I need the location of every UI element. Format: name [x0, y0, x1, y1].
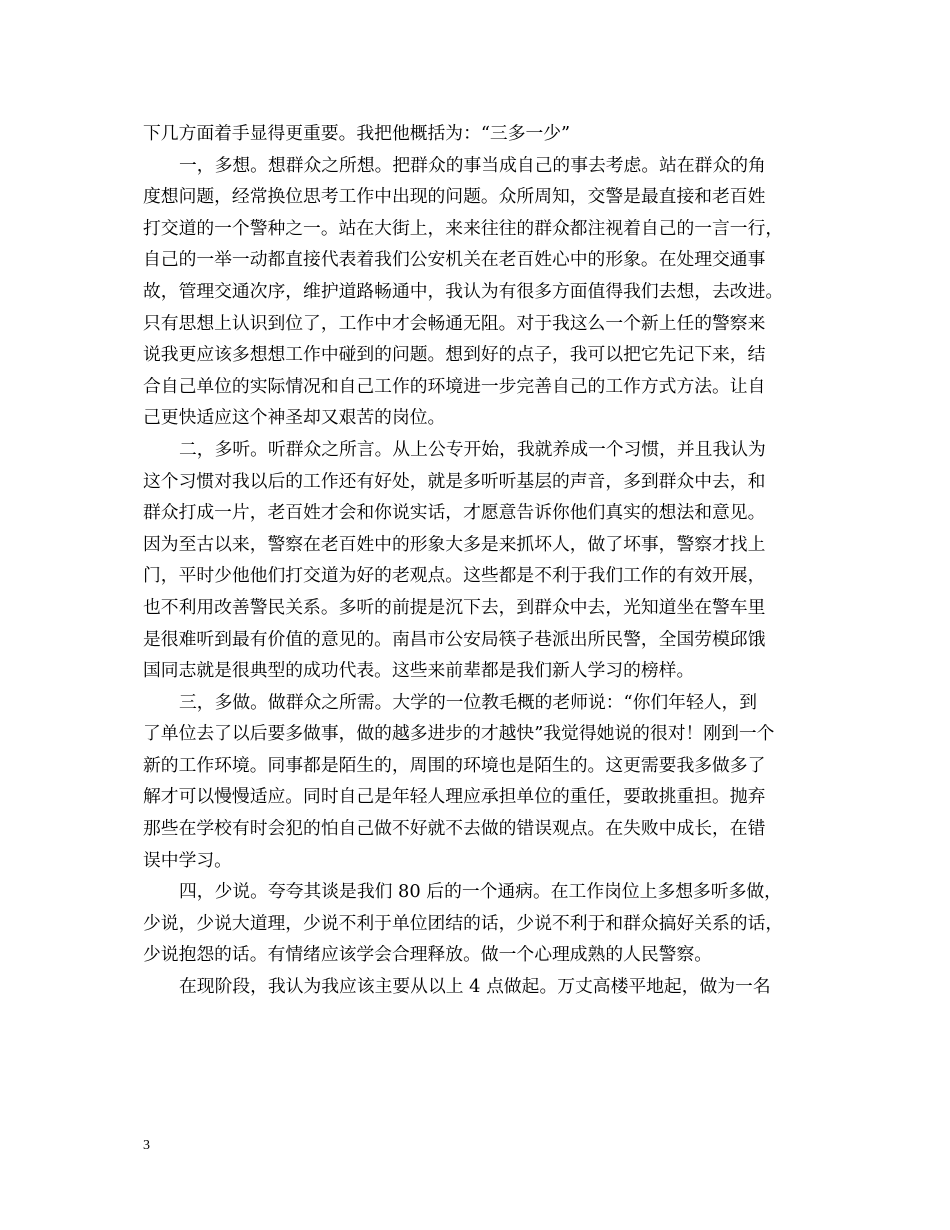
text-line: 群众打成一片，老百姓才会和你说实话，才愿意告诉你他们真实的想法和意见。 [143, 502, 766, 524]
text-line: 少说抱怨的话。有情绪应该学会合理释放。做一个心理成熟的人民警察。 [143, 944, 713, 966]
text-line: 这个习惯对我以后的工作还有好处，就是多听听基层的声音，多到群众中去，和 [143, 470, 766, 492]
text-line: 那些在学校有时会犯的怕自己做不好就不去做的错误观点。在失败中成长，在错 [143, 818, 766, 840]
text-line: 新的工作环境。同事都是陌生的，周围的环境也是陌生的。这更需要我多做多了 [143, 754, 766, 776]
page-number: 3 [143, 1138, 150, 1153]
text-line: 下几方面着手显得更重要。我把他概括为：“三多一少” [143, 123, 571, 144]
text-line: 一，多想。想群众之所想。把群众的事当成自己的事去考虑。站在群众的角 [179, 154, 766, 176]
text-line: 度想问题，经常换位思考工作中出现的问题。众所周知，交警是最直接和老百姓 [143, 186, 766, 208]
text-line: 二，多听。听群众之所言。从上公专开始，我就养成一个习惯，并且我认为 [179, 438, 766, 460]
text-line: 门，平时少他他们打交道为好的老观点。这些都是不利于我们工作的有效开展， [143, 565, 766, 587]
text-line: 在现阶段，我认为我应该主要从以上 4 点做起。万丈高楼平地起，做为一名 [179, 976, 771, 998]
text-line: 误中学习。 [143, 849, 232, 871]
text-line: 说我更应该多想想工作中碰到的问题。想到好的点子，我可以把它先记下来，结 [143, 344, 766, 366]
text-line: 因为至古以来，警察在老百姓中的形象大多是来抓坏人，做了坏事，警察才找上 [143, 533, 766, 555]
text-line: 少说，少说大道理，少说不利于单位团结的话，少说不利于和群众搞好关系的话， [143, 912, 784, 934]
text-line: 国同志就是很典型的成功代表。这些来前辈都是我们新人学习的榜样。 [143, 660, 695, 682]
text-line: 合自己单位的实际情况和自己工作的环境进一步完善自己的工作方式方法。让自 [143, 375, 766, 397]
text-line: 了单位去了以后要多做事，做的越多进步的才越快”我觉得她说的很对！刚到一个 [143, 723, 775, 745]
body-text [143, 118, 823, 1003]
text-line: 是很难听到最有价值的意见的。南昌市公安局筷子巷派出所民警，全国劳模邱饿 [143, 628, 766, 650]
text-line: 故，管理交通次序，维护道路畅通中，我认为有很多方面值得我们去想，去改进。 [143, 280, 784, 302]
text-line: 解才可以慢慢适应。同时自己是年轻人理应承担单位的重任，要敢挑重担。抛弃 [143, 786, 766, 808]
text-line: 四，少说。夸夸其谈是我们 80 后的一个通病。在工作岗位上多想多听多做， [179, 881, 782, 903]
text-line: 也不利用改善警民关系。多听的前提是沉下去，到群众中去，光知道坐在警车里 [143, 596, 766, 618]
text-line: 自己的一举一动都直接代表着我们公安机关在老百姓心中的形象。在处理交通事 [143, 249, 766, 271]
text-line: 只有思想上认识到位了，工作中才会畅通无阻。对于我这么一个新上任的警察来 [143, 312, 766, 334]
text-line: 三，多做。做群众之所需。大学的一位教毛概的老师说：“你们年轻人，到 [179, 691, 758, 713]
text-line: 己更快适应这个神圣却又艰苦的岗位。 [143, 407, 446, 429]
text-line: 打交道的一个警种之一。站在大街上，来来往往的群众都注视着自己的一言一行， [143, 217, 784, 239]
